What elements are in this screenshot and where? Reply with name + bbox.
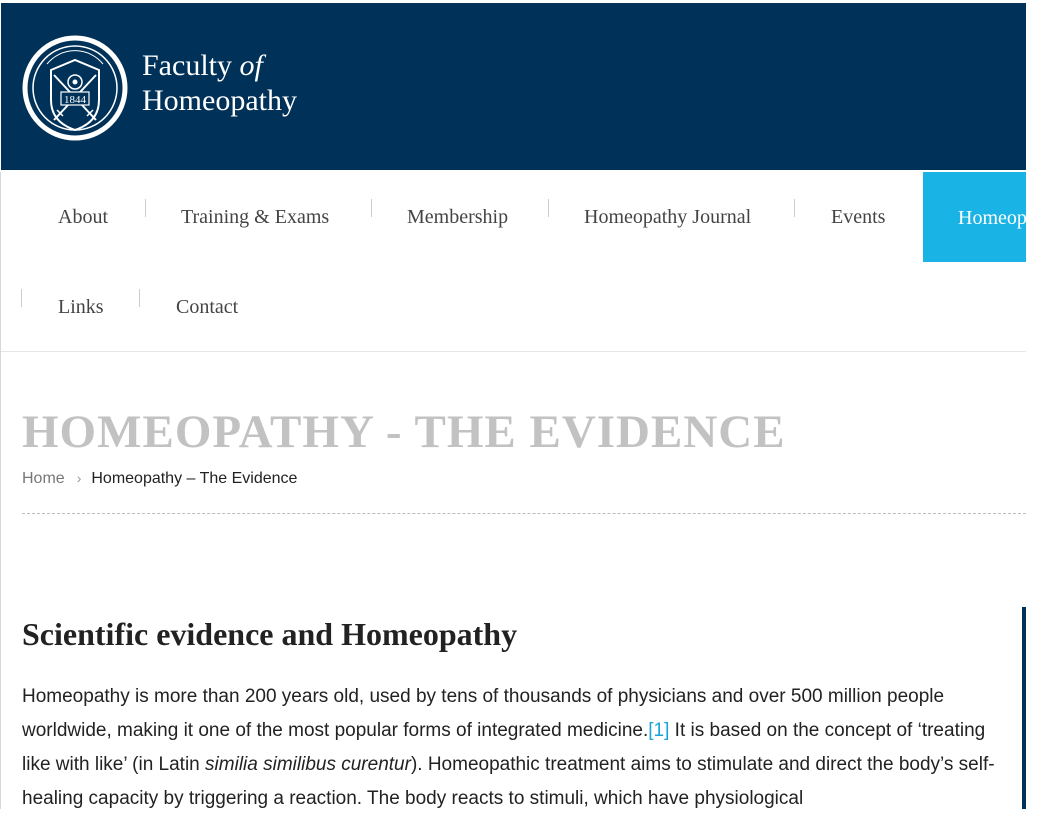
site-name-faculty: Faculty [142, 49, 232, 82]
latin-phrase: similia similibus curentur [205, 754, 411, 775]
site-name-of: of [239, 49, 263, 82]
paragraph-text: ). Homeopathic treatment aims to stimulate and direct the body’s self-healing capacity by triggering a reaction. The body reacts to stimuli, which have physiological [22, 754, 995, 809]
nav-item-contact[interactable]: Contact [176, 296, 239, 318]
crest-year: 1844 [64, 94, 86, 106]
nav-separator [548, 199, 549, 217]
breadcrumb [22, 468, 297, 489]
nav-item-training-exams[interactable]: Training & Exams [181, 206, 330, 228]
paragraph-text: It is based on the concept of ‘treating like with like’ (in Latin [22, 720, 986, 775]
faculty-crest-logo[interactable] [21, 30, 129, 146]
dashed-divider [22, 513, 1026, 514]
site-name-homeopathy: Homeopathy [142, 84, 297, 117]
nav-item-links[interactable]: Links [58, 296, 104, 318]
section-heading: Scientific evidence and Homeopathy [22, 616, 518, 652]
nav-separator [794, 199, 795, 217]
body-paragraph [22, 680, 1007, 816]
nav-separator [371, 199, 372, 217]
nav-separator [145, 199, 146, 217]
nav-item-homeopathy-label: Homeopathy [958, 207, 1061, 229]
paragraph-text: Homeopathy is more than 200 years old, used by tens of thousands of physicians and over 500 million people worldwide, making it one of the most popular forms of integrated medicine. [22, 686, 945, 741]
nav-item-homeopathy-journal[interactable]: Homeopathy Journal [584, 206, 752, 228]
main-navigation [1, 172, 1026, 352]
citation-link[interactable]: [1] [648, 720, 670, 741]
nav-item-about[interactable]: About [58, 206, 108, 228]
site-name[interactable] [142, 48, 297, 118]
nav-separator [21, 289, 22, 307]
nav-separator [139, 289, 140, 307]
nav-item-membership[interactable]: Membership [407, 206, 509, 228]
nav-item-events[interactable]: Events [831, 206, 886, 228]
nav-item-homeopathy[interactable] [923, 172, 1061, 262]
page-title: HOMEOPATHY - THE EVIDENCE [22, 406, 786, 458]
breadcrumb-home-link[interactable]: Home [22, 470, 65, 487]
breadcrumb-current: Homeopathy – The Evidence [91, 470, 298, 487]
breadcrumb-chevron-icon: › [76, 470, 82, 486]
sidebar-edge [1022, 607, 1026, 809]
